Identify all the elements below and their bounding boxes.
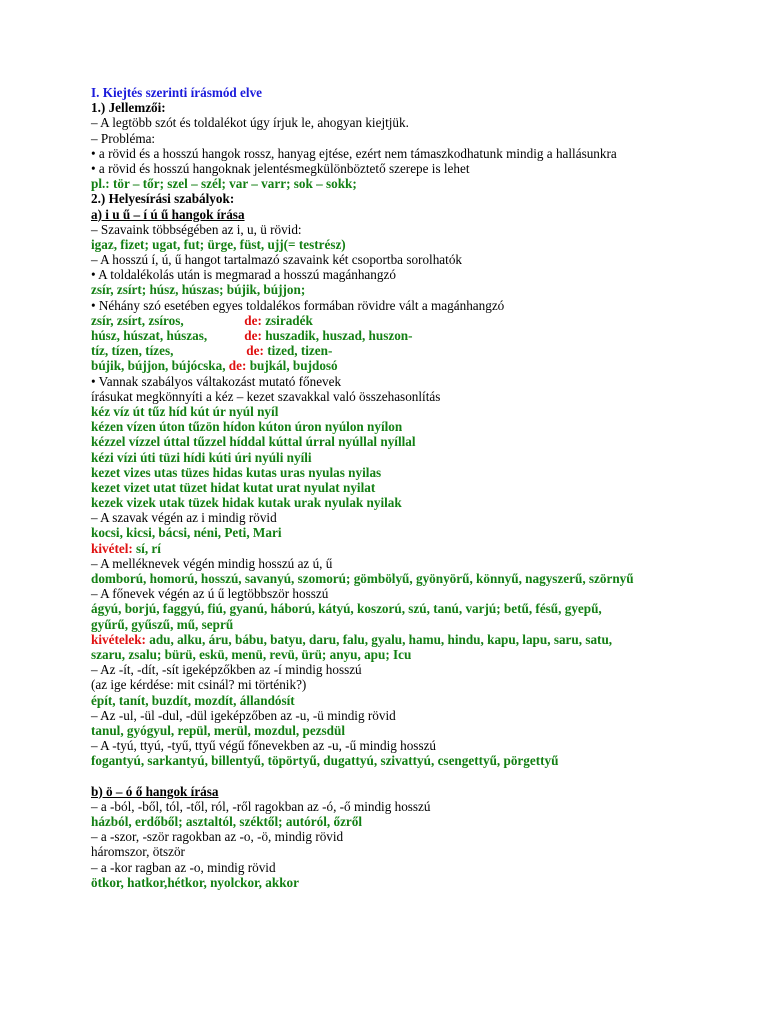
example-line: tanul, gyógyul, repül, merül, mozdul, pezsdül [91,722,346,738]
example-line: kézi vízi úti tüzi hídi kúti úri nyúli nyíli [91,449,312,465]
text-line: • a rövid és a hosszú hangok rossz, hanyag ejtése, ezért nem támaszkodhatunk mindig a hallásunkra [91,145,617,161]
example-line: kocsi, kicsi, bácsi, néni, Peti, Mari [91,525,282,541]
contrast-example: bujkál, bujdosó [249,358,338,374]
contrast-line [91,343,761,358]
example-line: gyűrű, gyűszű, mű, seprű [91,616,234,632]
example-text: bújik, bújjon, bújócska, [91,358,226,374]
rule-heading: a) i u ű – í ú ű hangok írása [91,206,245,222]
text-line: – A főnevek végén az ú ű legtöbbször hosszú [91,586,329,602]
text-line: – a -kor ragban az -o, mindig rövid [91,859,276,875]
section-title: I. Kiejtés szerinti írásmód elve [91,85,263,100]
example-line: kezek vizek utak tüzek hidak kutak urak nyulak nyilak [91,495,402,511]
exception-line [91,632,761,647]
contrast-marker: de: [228,358,247,374]
contrast-example: huszadik, huszad, huszon- [265,328,413,343]
example-line: kezet vizes utas tüzes hidas kutas uras nyulas nyilas [91,464,382,480]
text-line: – Probléma: [91,130,156,146]
contrast-example: zsiradék [265,312,313,328]
contrast-line [91,313,761,328]
example-line: fogantyú, sarkantyú, billentyű, töpörtyű, dugattyú, szivattyú, csengettyű, pörgettyű [91,753,559,769]
example-line: pl.: tör – tőr; szel – szél; var – varr; sok – sokk; [91,176,357,192]
rule-heading: b) ö – ó ő hangok írása [91,783,219,799]
example-line: házból, erdőből; asztaltól, széktől; autóról, őzről [91,814,363,829]
text-line: – a -szor, -ször ragokban az -o, -ö, mindig rövid [91,829,344,845]
text-line: – Szavaink többségében az i, u, ü rövid: [91,221,302,237]
example-text: zsír, zsírt, zsíros, [91,312,184,328]
exception-label: kivételek: [91,631,146,647]
exception-line [91,541,761,556]
contrast-marker: de: [244,328,262,343]
example-line: ágyú, borjú, faggyú, fiú, gyanú, háború, kátyú, koszorú, szú, tanú, varjú; betű, fésű, gyepű, [91,601,602,617]
text-line: – A szavak végén az i mindig rövid [91,510,277,526]
contrast-marker: de: [244,312,262,328]
contrast-marker: de: [246,343,264,359]
subsection-heading: 2.) Helyesírási szabályok: [91,191,235,207]
example-line: kéz víz út tűz híd kút úr nyúl nyíl [91,403,279,419]
text-line: írásukat megkönnyíti a kéz – kezet szavakkal való összehasonlítás [91,388,441,404]
text-line: • Néhány szó esetében egyes toldalékos formában rövidre vált a magánhangzó [91,297,505,313]
example-line: kézzel vízzel úttal tűzzel híddal kúttal úrral nyúllal nyíllal [91,434,416,450]
contrast-line [91,358,761,373]
exception-examples: sí, rí [136,540,161,556]
example-text: húsz, húszat, húszas, [91,328,208,343]
text-line: • Vannak szabályos váltakozást mutató főnevek [91,373,342,389]
example-text: tíz, tízen, tízes, [91,343,174,359]
text-line: – A legtöbb szót és toldalékot úgy írjuk le, ahogyan kiejtjük. [91,115,409,131]
text-line: háromszor, ötször [91,844,185,860]
text-line: • a rövid és hosszú hangoknak jelentésmegkülönböztető szerepe is lehet [91,160,470,176]
text-line: – A hosszú í, ú, ű hangot tartalmazó szavaink két csoportba sorolhatók [91,252,463,268]
contrast-line [91,328,761,343]
example-line: kézen vízen úton tűzön hídon kúton úron nyúlon nyílon [91,419,403,435]
example-line: igaz, fizet; ugat, fut; ürge, füst, ujj(= testrész) [91,236,346,252]
exception-label: kivétel: [91,540,133,556]
text-line: – a -ból, -ből, tól, -től, ról, -ről ragokban az -ó, -ő mindig hosszú [91,798,431,814]
text-line: (az ige kérdése: mit csinál? mi történik?) [91,677,307,693]
example-line: domború, homorú, hosszú, savanyú, szomorú; gömbölyű, gyönyörű, könnyű, nagyszerű, szörnyű [91,571,634,586]
subsection-heading: 1.) Jellemzői: [91,100,166,116]
contrast-example: tized, tizen- [267,343,333,359]
text-line: – A -tyú, ttyú, -tyű, ttyű végű főnevekben az -u, -ű mindig hosszú [91,738,437,754]
exception-examples: adu, alku, áru, bábu, batyu, daru, falu, gyalu, hamu, hindu, kapu, lapu, saru, satu, [149,631,613,647]
example-line: zsír, zsírt; húsz, húszas; bújik, bújjon; [91,282,306,298]
blank-line [91,768,761,783]
text-line: – Az -ít, -dít, -sít igeképzőkben az -í mindig hosszú [91,662,362,678]
text-line: • A toldalékolás után is megmarad a hosszú magánhangzó [91,267,396,283]
example-line: szaru, zsalu; bürü, eskü, menü, revü, ürü; anyu, apu; Icu [91,646,412,662]
document-page [91,85,761,890]
text-line: – Az -ul, -ül -dul, -dül igeképzőben az -u, -ü mindig rövid [91,707,396,723]
example-line: ötkor, hatkor,hétkor, nyolckor, akkor [91,874,299,890]
example-line: épít, tanít, buzdít, mozdít, állandósít [91,692,295,708]
example-line: kezet vizet utat tüzet hidat kutat urat nyulat nyilat [91,479,376,495]
text-line: – A melléknevek végén mindig hosszú az ú, ű [91,555,333,571]
